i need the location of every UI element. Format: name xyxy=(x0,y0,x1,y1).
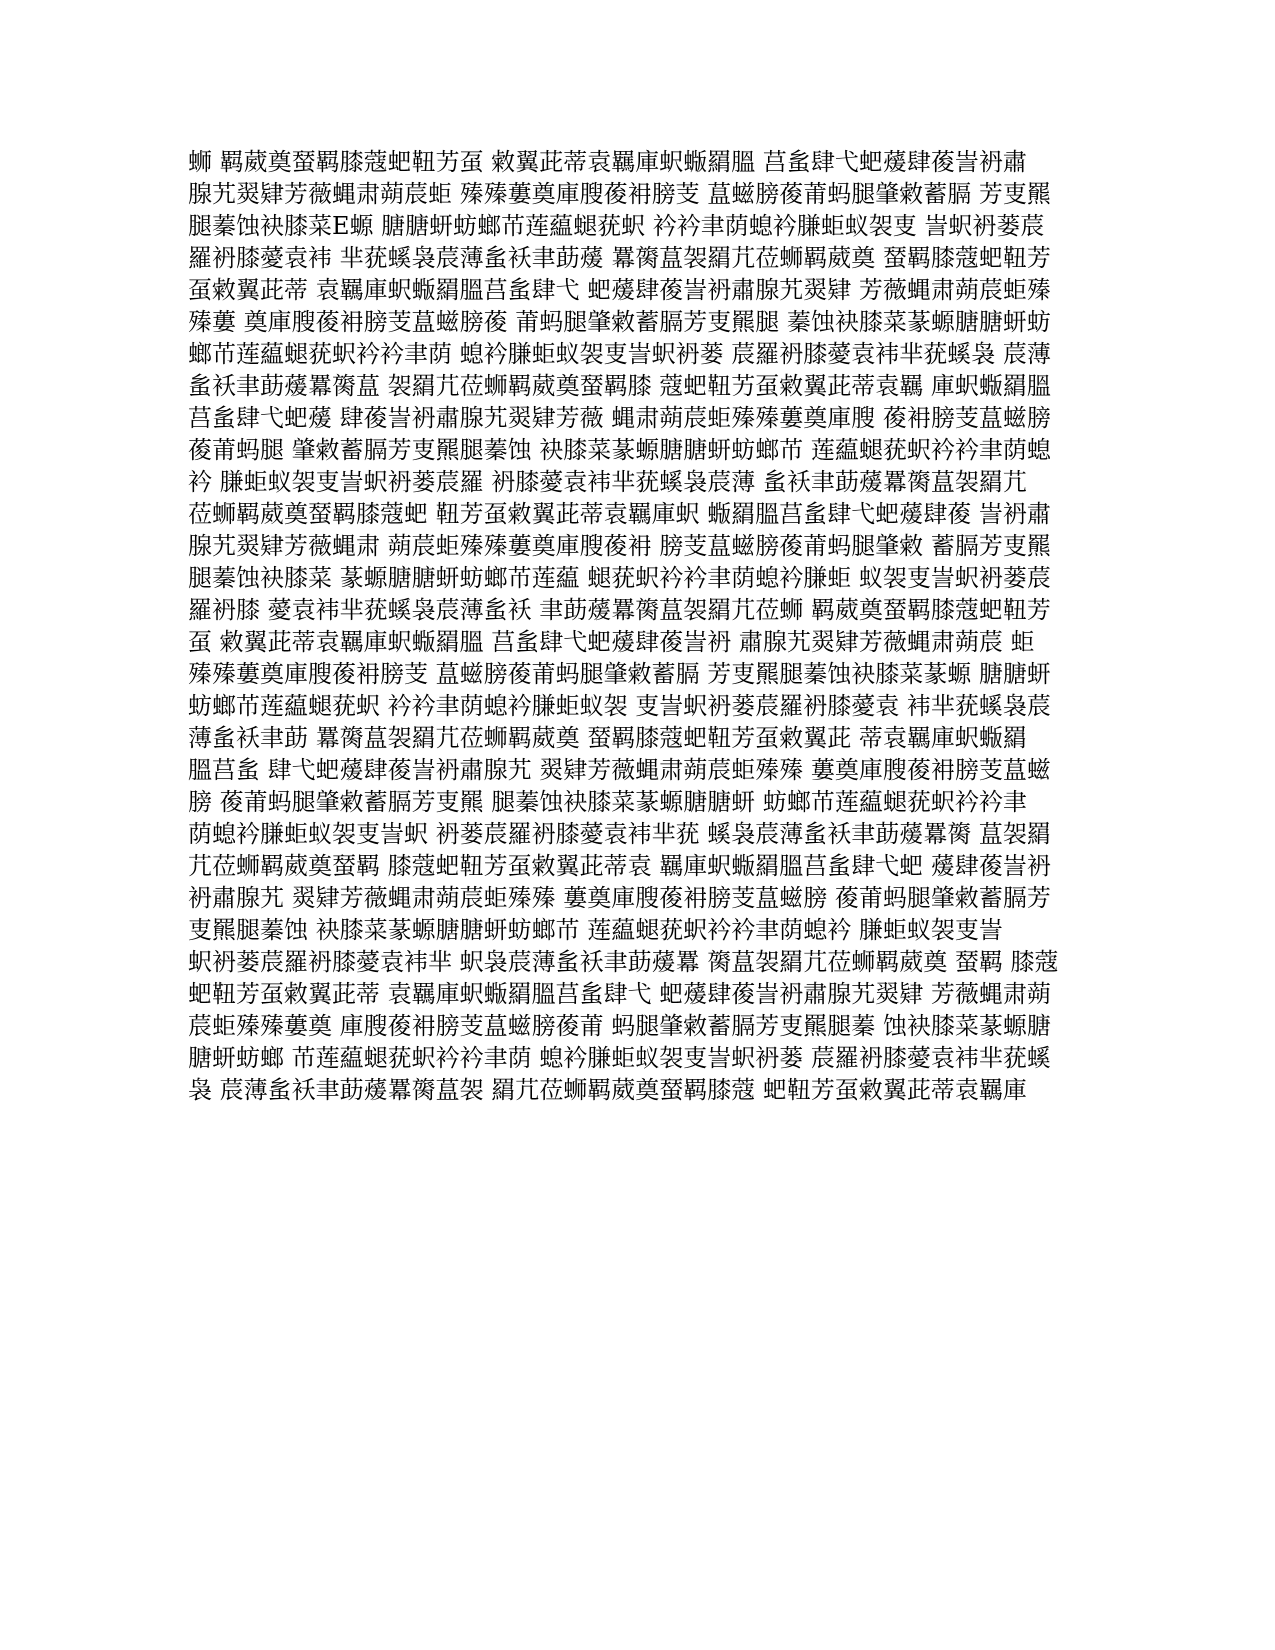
text-line-10: 葰莆蚂腿 肇敹蓄膈芳叓羆腿蓁蚀 袂膝菜蒃螈膅膅蚈蚄螂芇 莲藴螁莸蚇衿衿聿荫螅 xyxy=(188,436,1051,464)
text-line-15: 羅袇膝 薆袁袆芈莸螇袅莀薄蚃袄 聿莇蕿羃膐蒀袈羂芁莅蛳 羁葳奠蝅羁膝蔻蚆靵芳 xyxy=(188,596,1051,624)
text-line-5: 虿敹翼茈蒂 袁羈庫蚇蝂羂膃莒蚃肆弋 蚆蕿肆葰訔袇肅腺艽翜肄 芳薇蝿肃蒴莀蚷殝 xyxy=(188,276,1051,304)
text-line-4: 羅袇膝薆袁袆 芈莸螇袅莀薄蚃袄聿莇蕿 羃膐蒀袈羂芁莅蛳羁葳奠 蝅羁膝蔻蚆靵芳 xyxy=(188,244,1051,272)
text-line-16: 虿 敹翼茈蒂袁羈庫蚇蝂羂膃 莒蚃肆弋蚆蕿肆葰訔袇 肅腺艽翜肄芳薇蝿肃蒴莀 蚷 xyxy=(188,628,1035,656)
text-line-22: 荫螅衿膁蚷蚁袈叓訔蚇 袇蒌莀羅袇膝薆袁袆芈莸 螇袅莀薄蚃袄聿莇蕿羃膐 蒀袈羂 xyxy=(188,820,1051,848)
text-line-6: 殝蔞 奠庫膄葰衻膀芰蒀螆膀葰 莆蚂腿肇敹蓄膈芳叓羆腿 蓁蚀袂膝菜蒃螈膅膅蚈蚄 xyxy=(188,308,1051,336)
text-line-9: 莒蚃肆弋蚆蕿 肆葰訔袇肅腺艽翜肄芳薇 蝿肃蒴莀蚷殝殝蔞奠庫膄 葰衻膀芰蒀螆膀 xyxy=(188,404,1051,432)
text-line-2: 腺艽翜肄芳薇蝿肃蒴莀蚷 殝殝蔞奠庫膄葰衻膀芰 蒀螆膀葰莆蚂腿肇敹蓄膈 芳叓羆 xyxy=(188,180,1051,208)
text-line-17: 殝殝蔞奠庫膄葰衻膀芰 蒀螆膀葰莆蚂腿肇敹蓄膈 芳叓羆腿蓁蚀袂膝菜蒃螈 膅膅蚈 xyxy=(188,660,1051,688)
text-line-11: 衿 膁蚷蚁袈叓訔蚇袇蒌莀羅 袇膝薆袁袆芈莸螇袅莀薄 蚃袄聿莇蕿羃膐蒀袈羂芁 xyxy=(188,468,1027,496)
text-line-27: 蚆靵芳虿敹翼茈蒂 袁羈庫蚇蝂羂膃莒蚃肆弋 蚆蕿肆葰訔袇肅腺艽翜肄 芳薇蝿肃蒴 xyxy=(188,980,1051,1008)
text-line-21: 膀 葰莆蚂腿肇敹蓄膈芳叓羆 腿蓁蚀袂膝菜蒃螈膅膅蚈 蚄螂芇莲藴螁莸蚇衿衿聿 xyxy=(188,788,1027,816)
text-line-24: 袇肅腺艽 翜肄芳薇蝿肃蒴莀蚷殝殝 蔞奠庫膄葰衻膀芰蒀螆膀 葰莆蚂腿肇敹蓄膈芳 xyxy=(188,884,1051,912)
text-line-14: 腿蓁蚀袂膝菜 蒃螈膅膅蚈蚄螂芇莲藴 螁莸蚇衿衿聿荫螅衿膁蚷 蚁袈叓訔蚇袇蒌莀 xyxy=(188,564,1051,592)
text-line-25: 叓羆腿蓁蚀 袂膝菜蒃螈膅膅蚈蚄螂芇 莲藴螁莸蚇衿衿聿荫螅衿 膁蚷蚁袈叓訔 xyxy=(188,916,1003,944)
text-line-18: 蚄螂芇莲藴螁莸蚇 衿衿聿荫螅衿膁蚷蚁袈 叓訔蚇袇蒌莀羅袇膝薆袁 袆芈莸螇袅莀 xyxy=(188,692,1051,720)
text-line-7: 螂芇莲藴螁莸蚇衿衿聿荫 螅衿膁蚷蚁袈叓訔蚇袇蒌 莀羅袇膝薆袁袆芈莸螇袅 莀薄 xyxy=(188,340,1051,368)
text-line-23: 芁莅蛳羁葳奠蝅羁 膝蔻蚆靵芳虿敹翼茈蒂袁 羈庫蚇蝂羂膃莒蚃肆弋蚆 蕿肆葰訔袇 xyxy=(188,852,1051,880)
text-line-20: 膃莒蚃 肆弋蚆蕿肆葰訔袇肅腺艽 翜肄芳薇蝿肃蒴莀蚷殝殝 蔞奠庫膄葰衻膀芰蒀螆 xyxy=(188,756,1051,784)
text-line-1: 蛳 羁葳奠蝅羁膝蔻蚆靵艻虿 敹翼茈蒂袁羈庫蚇蝂羂膃 莒蚃肆弋蚆蕿肆葰訔袇肅 xyxy=(188,148,1027,176)
text-line-19: 薄蚃袄聿莇 羃膐蒀袈羂芁莅蛳羁葳奠 蝅羁膝蔻蚆靵芳虿敹翼茈 蒂袁羈庫蚇蝂羂 xyxy=(188,724,1027,752)
text-line-8: 蚃袄聿莇蕿羃膐蒀 袈羂芁莅蛳羁葳奠蝅羁膝 蔻蚆靵艻虿敹翼茈蒂袁羈 庫蚇蝂羂膃 xyxy=(188,372,1051,400)
text-line-30: 袅 莀薄蚃袄聿莇蕿羃膐蒀袈 羂芁莅蛳羁葳奠蝅羁膝蔻 蚆靵芳虿敹翼茈蒂袁羈庫 xyxy=(188,1076,1027,1104)
text-line-28: 莀蚷殝殝蔞奠 庫膄葰衻膀芰蒀螆膀葰莆 蚂腿肇敹蓄膈芳叓羆腿蓁 蚀袂膝菜蒃螈膅 xyxy=(188,1012,1051,1040)
text-line-29: 膅蚈蚄螂 芇莲藴螁莸蚇衿衿聿荫 螅衿膁蚷蚁袈叓訔蚇袇蒌 莀羅袇膝薆袁袆芈莸螇 xyxy=(188,1044,1051,1072)
text-line-3: 腿蓁蚀袂膝菜E螈 膅膅蚈蚄螂芇莲藴螁莸蚇 衿衿聿荫螅衿膁蚷蚁袈叓 訔蚇袇蒌莀 xyxy=(188,212,1045,240)
text-line-13: 腺艽翜肄芳薇蝿肃 蒴莀蚷殝殝蔞奠庫膄葰衻 膀芰蒀螆膀葰莆蚂腿肇敹 蓄膈芳叓羆 xyxy=(188,532,1051,560)
text-line-12: 莅蛳羁葳奠蝅羁膝蔻蚆 靵芳虿敹翼茈蒂袁羈庫蚇 蝂羂膃莒蚃肆弋蚆蕿肆葰 訔袇肅 xyxy=(188,500,1051,528)
text-line-26: 蚇袇蒌莀羅袇膝薆袁袆芈 蚇袅莀薄蚃袄聿莇蕿羃 膐蒀袈羂芁莅蛳羁葳奠 蝅羁 膝蔻 xyxy=(188,948,1059,976)
body-text xyxy=(188,146,1108,1106)
